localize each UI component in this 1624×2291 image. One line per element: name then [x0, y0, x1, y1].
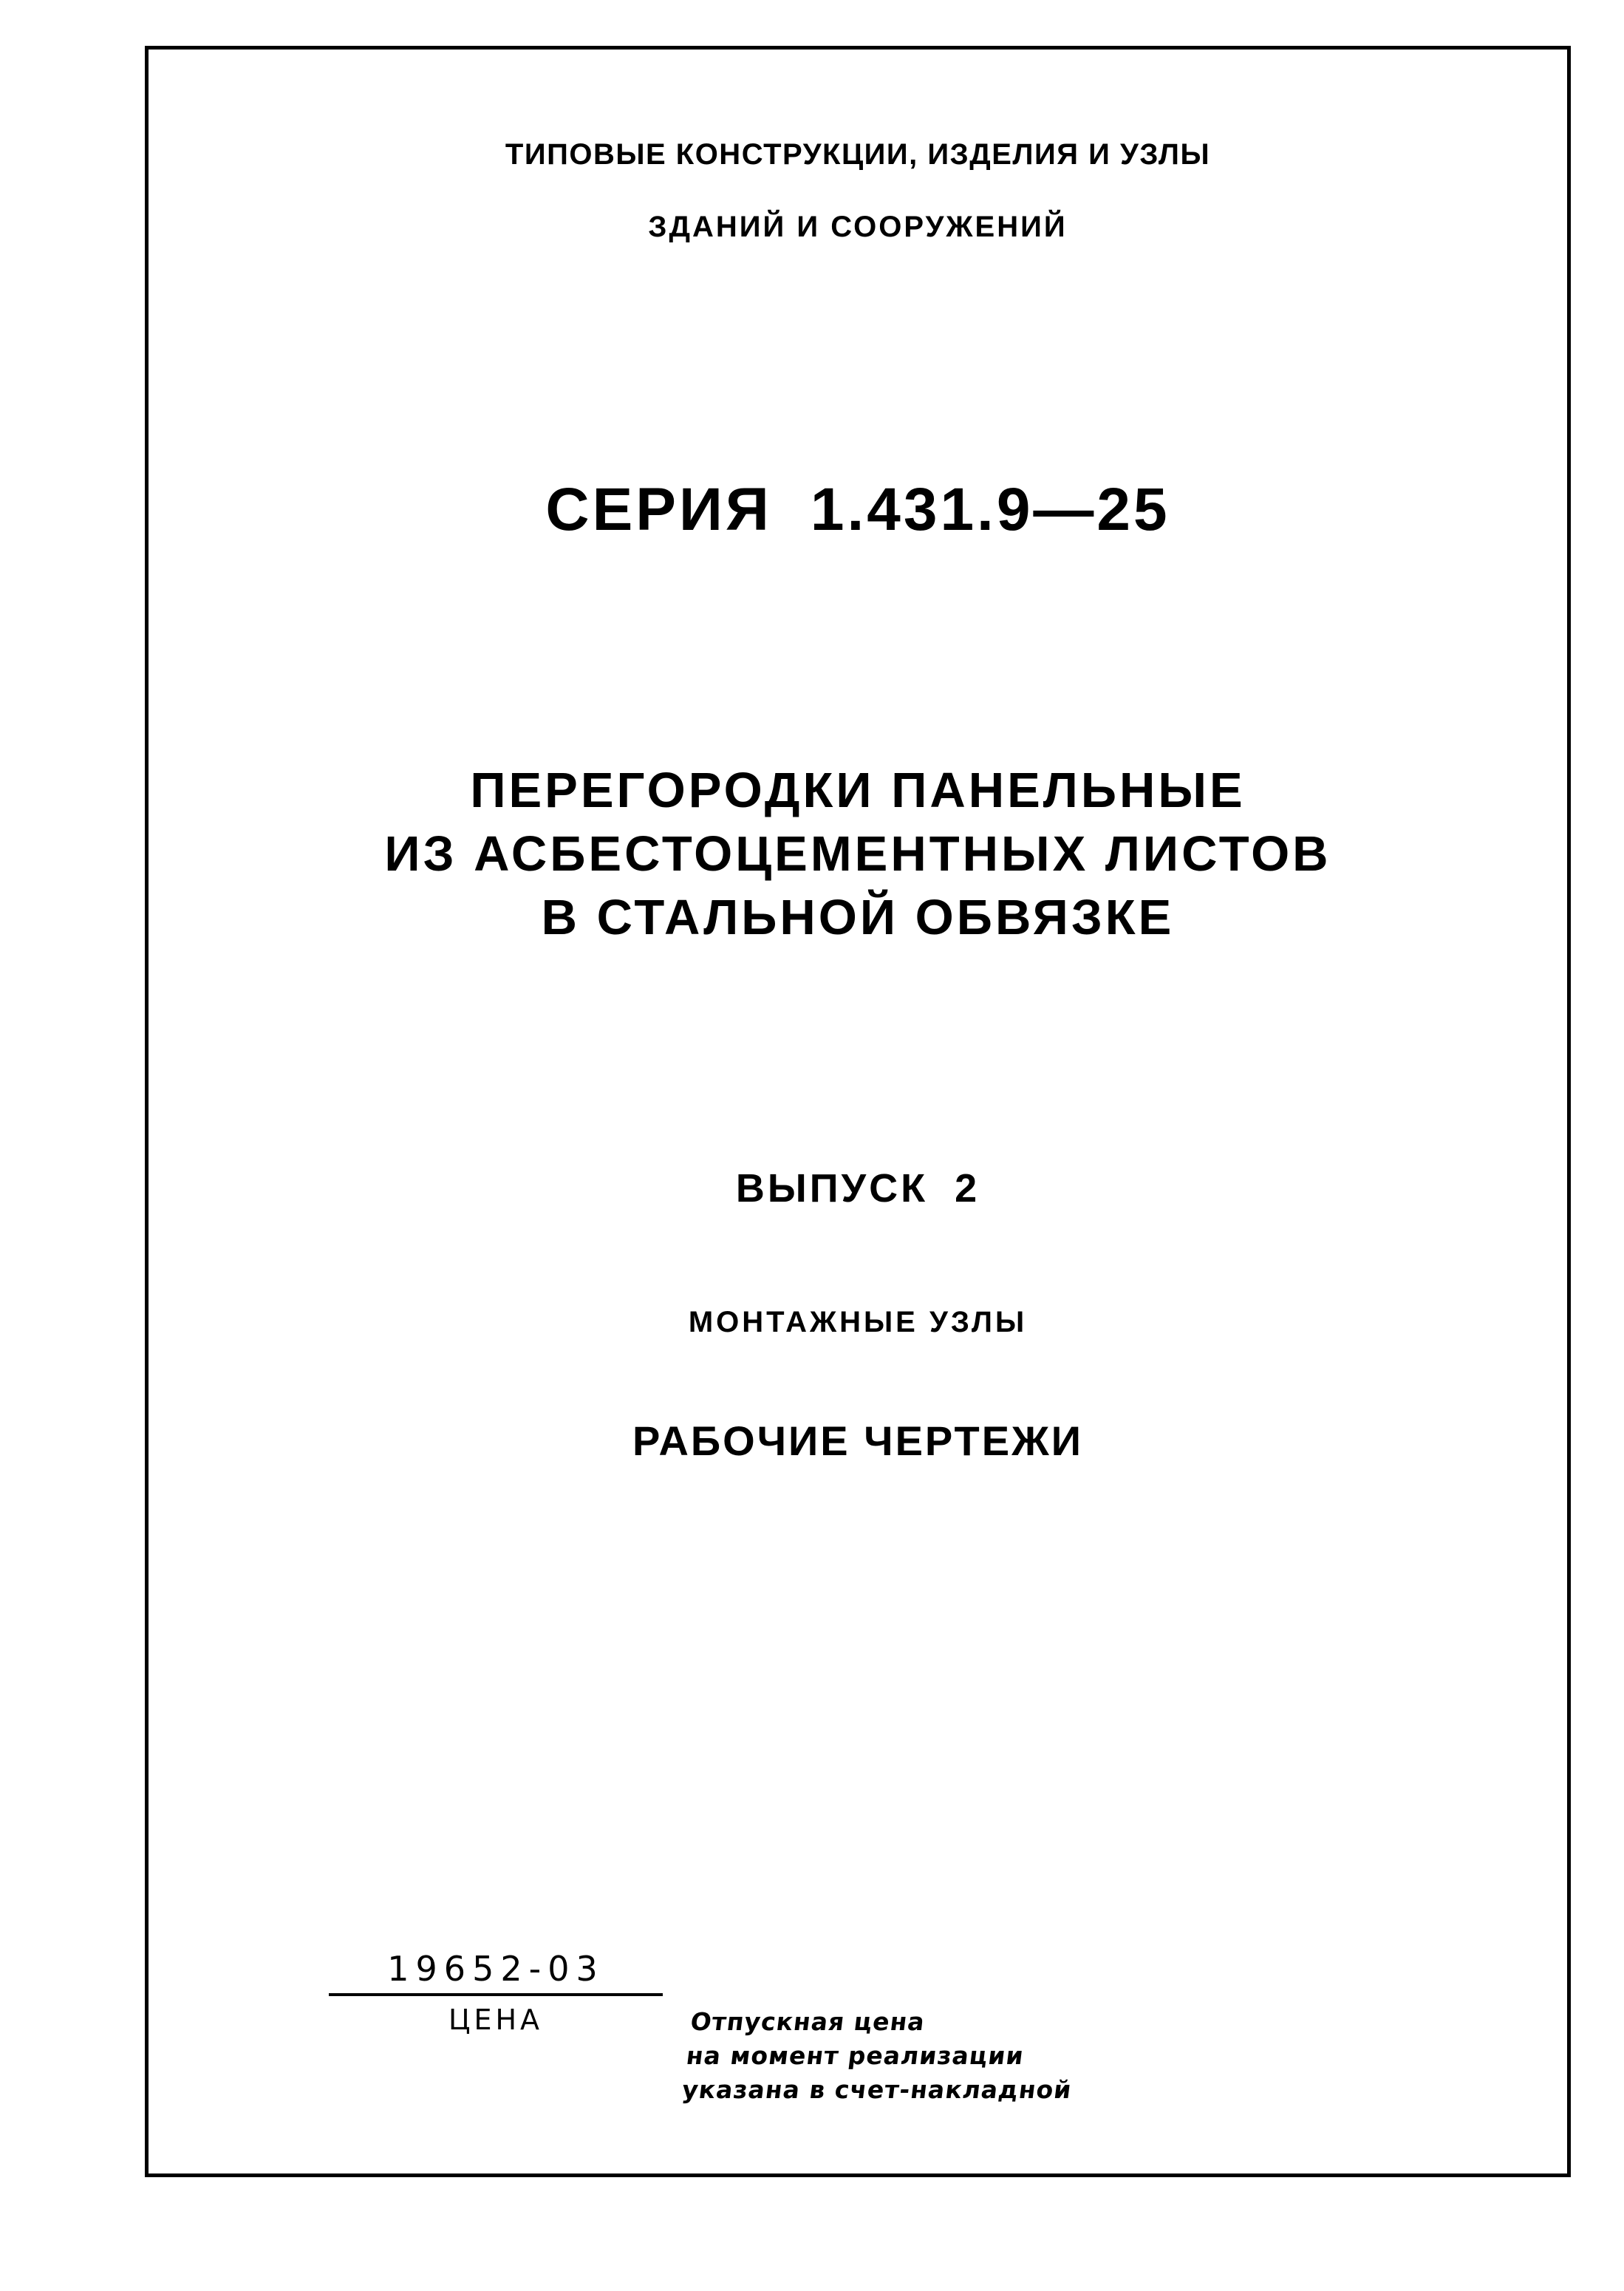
price-note-line-2: на момент реализации: [684, 2041, 1026, 2071]
cover-border-frame: [145, 46, 1571, 2177]
title-line-3: В СТАЛЬНОЙ ОБВЯЗКЕ: [541, 889, 1175, 945]
series-heading: [149, 475, 1567, 545]
issue-heading: [149, 1165, 1567, 1211]
document-title: [149, 759, 1567, 949]
price-block: [296, 1949, 695, 2036]
price-code: 19652-03: [387, 1949, 604, 1989]
header-line-1: ТИПОВЫЕ КОНСТРУКЦИИ, ИЗДЕЛИЯ И УЗЛЫ: [505, 138, 1211, 171]
price-note-line-1: Отпускная цена: [689, 2007, 927, 2036]
title-line-2: ИЗ АСБЕСТОЦЕМЕНТНЫХ ЛИСТОВ: [384, 825, 1331, 882]
issue-subtitle: МОНТАЖНЫЕ УЗЛЫ: [688, 1306, 1028, 1338]
cover-content: [149, 50, 1567, 2173]
issue-number: 2: [955, 1166, 980, 1211]
price-label: ЦЕНА: [448, 2004, 544, 2036]
series-number: 1.431.9—25: [810, 476, 1170, 543]
header-line-2: ЗДАНИЙ И СООРУЖЕНИЙ: [648, 211, 1068, 243]
document-type: РАБОЧИЕ ЧЕРТЕЖИ: [632, 1417, 1083, 1464]
price-note-line-3: указана в счет-накладной: [680, 2075, 1074, 2105]
series-label: СЕРИЯ: [545, 476, 772, 543]
title-line-1: ПЕРЕГОРОДКИ ПАНЕЛЬНЫЕ: [470, 763, 1246, 818]
issue-label: ВЫПУСК: [735, 1166, 929, 1211]
price-note-handwritten: [680, 2005, 1082, 2108]
